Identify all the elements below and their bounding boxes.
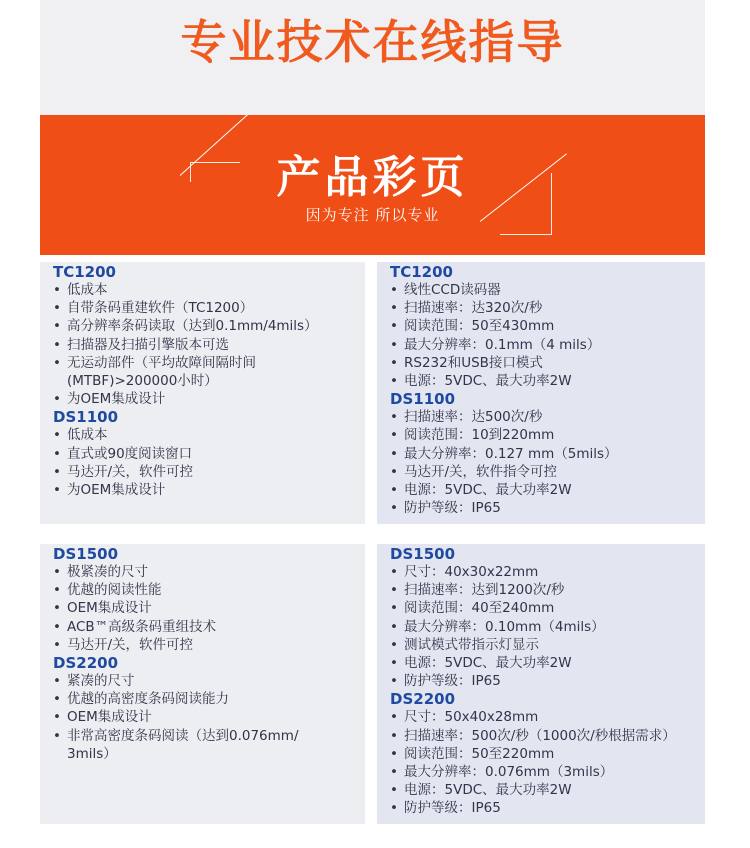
page-title: 专业技术在线指导: [180, 15, 565, 69]
list-item-continuation: (MTBF)>200000小时）: [67, 373, 218, 390]
model-name: DS1500: [390, 545, 456, 563]
list-item: • RS232和USB接口模式: [390, 354, 701, 372]
list-item: • 最大分辨率：0.076mm（3mils）: [390, 763, 701, 781]
product-banner: [40, 115, 705, 255]
list-item: • 电源：5VDC、最大功率2W: [390, 372, 701, 390]
list-item: • 阅读范围：40至240mm: [390, 599, 701, 617]
list-item: • 测试模式带指示灯显示: [390, 636, 701, 654]
list-item: • ACB™高级条码重组技术: [53, 618, 361, 636]
list-item: • 自带条码重建软件（TC1200）: [53, 299, 361, 317]
list-item: • 阅读范围：50至220mm: [390, 745, 701, 763]
list-item: • 为OEM集成设计: [53, 390, 361, 408]
list-item: • 优越的高密度条码阅读能力: [53, 690, 361, 708]
list-item: • 阅读范围：10到220mm: [390, 426, 701, 444]
feature-list: [53, 281, 361, 408]
list-item: • 直式或90度阅读窗口: [53, 445, 361, 463]
list-item: • 紧凑的尺寸: [53, 672, 361, 690]
list-item: • 扫描速率：达500次/秒: [390, 408, 701, 426]
banner-title: 产品彩页: [276, 152, 469, 203]
model-name: DS2200: [390, 690, 456, 709]
feature-panel-tc1200-ds1100: [40, 262, 365, 524]
spec-list: [390, 708, 701, 817]
list-item: • 低成本: [53, 281, 361, 299]
feature-list: [53, 672, 361, 763]
list-item: • 线性CCD读码器: [390, 281, 701, 299]
list-item: • 马达开/关，软件指令可控: [390, 463, 701, 481]
list-item: • 无运动部件（平均故障间隔时间: [53, 354, 361, 372]
list-item: • 电源：5VDC、最大功率2W: [390, 781, 701, 799]
list-item: • 最大分辨率：0.1mm（4 mils）: [390, 336, 701, 354]
list-item: • 尺寸：40x30x22mm: [390, 563, 701, 581]
spec-list: [390, 563, 701, 690]
spec-list: [390, 281, 701, 390]
list-item: • 阅读范围：50至430mm: [390, 317, 701, 335]
feature-panel-ds1500-ds2200: [40, 544, 365, 824]
list-item: • 马达开/关，软件可控: [53, 636, 361, 654]
list-item: • 低成本: [53, 426, 361, 444]
list-item: • 优越的阅读性能: [53, 581, 361, 599]
spec-list: [390, 408, 701, 517]
list-item: • 防护等级：IP65: [390, 499, 701, 517]
list-item: • 高分辨率条码读取（达到0.1mm/4mils）: [53, 317, 361, 335]
list-item: • 防护等级：IP65: [390, 672, 701, 690]
list-item: • 扫描速率：达320次/秒: [390, 299, 701, 317]
list-item: • 马达开/关，软件可控: [53, 463, 361, 481]
model-name: DS2200: [53, 654, 119, 673]
list-item: • 最大分辨率：0.10mm（4mils）: [390, 618, 701, 636]
list-item: • 扫描速率：达到1200次/秒: [390, 581, 701, 599]
list-item: • 尺寸：50x40x28mm: [390, 708, 701, 726]
list-item: • 为OEM集成设计: [53, 481, 361, 499]
feature-list: [53, 563, 361, 654]
model-name: TC1200: [53, 263, 116, 281]
list-item: • 电源：5VDC、最大功率2W: [390, 481, 701, 499]
spec-panel-tc1200-ds1100: [377, 262, 705, 524]
spec-panel-ds1500-ds2200: [377, 544, 705, 824]
list-item: • 最大分辨率：0.127 mm（5mils）: [390, 445, 701, 463]
list-item: • 防护等级：IP65: [390, 799, 701, 817]
list-item: • 极紧凑的尺寸: [53, 563, 361, 581]
list-item: • 扫描器及扫描引擎版本可选: [53, 336, 361, 354]
list-item: • 电源：5VDC、最大功率2W: [390, 654, 701, 672]
list-item: • 扫描速率：500次/秒（1000次/秒根据需求）: [390, 727, 701, 745]
model-name: DS1100: [390, 390, 456, 409]
model-name: TC1200: [390, 263, 453, 281]
banner-subtitle: 因为专注 所以专业: [305, 206, 440, 224]
model-name: DS1100: [53, 408, 119, 427]
model-name: DS1500: [53, 545, 119, 563]
list-item: • 非常高密度条码阅读（达到0.076mm/: [53, 727, 361, 745]
feature-list: [53, 426, 361, 499]
list-item: • OEM集成设计: [53, 708, 361, 726]
list-item-continuation: 3mils）: [67, 745, 117, 762]
list-item: • OEM集成设计: [53, 599, 361, 617]
